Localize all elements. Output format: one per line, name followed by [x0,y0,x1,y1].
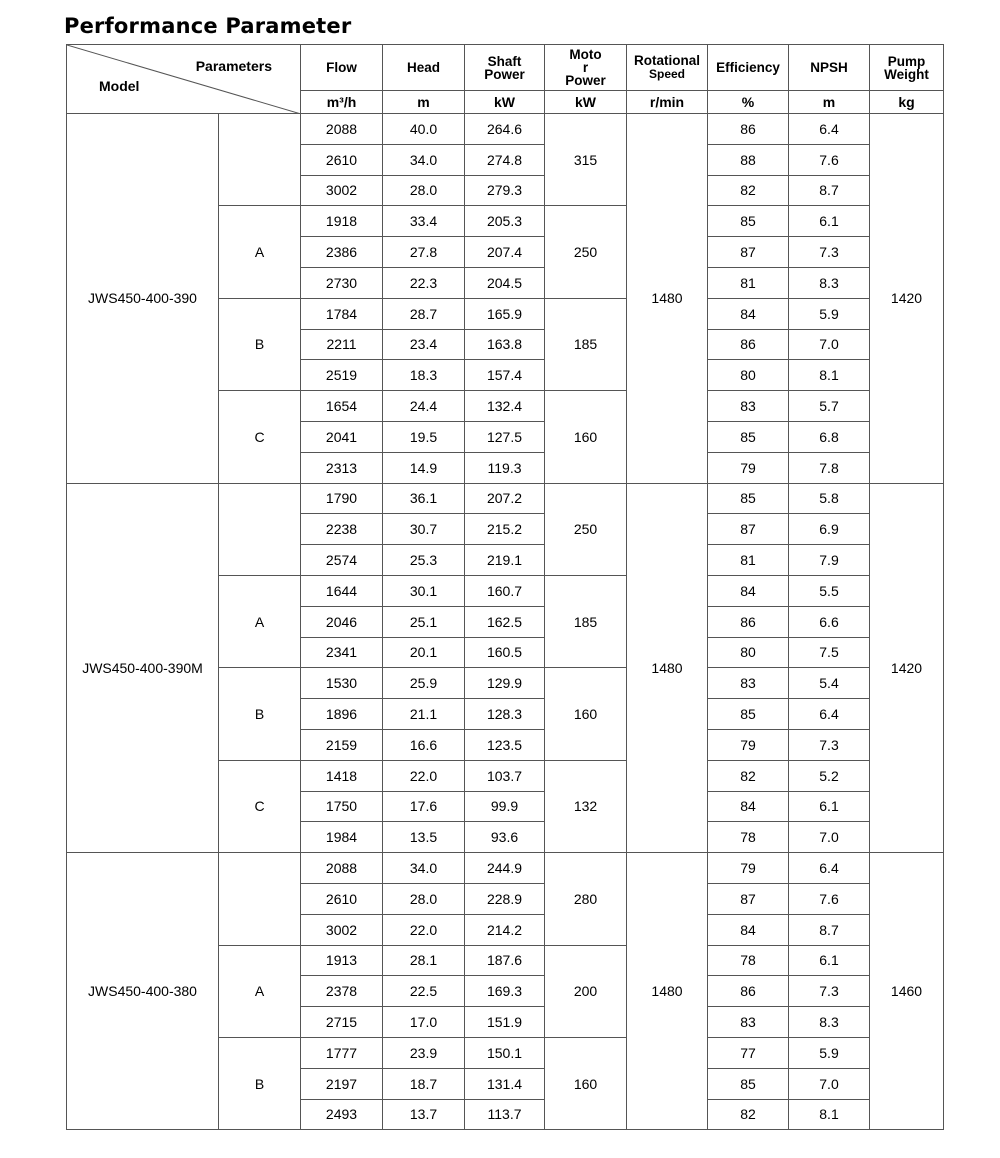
efficiency-cell: 77 [708,1037,789,1068]
shaft-power-cell: 264.6 [465,114,545,145]
unit-npsh: m [789,91,870,114]
shaft-power-cell: 228.9 [465,883,545,914]
npsh-cell: 7.5 [789,637,870,668]
efficiency-cell: 79 [708,452,789,483]
flow-cell: 2088 [301,853,383,884]
efficiency-cell: 84 [708,914,789,945]
shaft-power-header: Shaft Power [465,45,545,91]
head-cell: 28.0 [383,883,465,914]
shaft-power-cell: 204.5 [465,267,545,298]
efficiency-cell: 84 [708,575,789,606]
variant-cell [219,853,301,945]
npsh-cell: 8.7 [789,175,870,206]
variant-cell: A [219,945,301,1037]
efficiency-cell: 82 [708,1099,789,1130]
efficiency-cell: 81 [708,267,789,298]
efficiency-cell: 85 [708,421,789,452]
table-row [67,483,944,514]
shaft-power-cell: 160.7 [465,575,545,606]
flow-cell: 1530 [301,668,383,699]
head-cell: 40.0 [383,114,465,145]
npsh-cell: 6.1 [789,945,870,976]
npsh-cell: 6.6 [789,606,870,637]
shaft-power-cell: 169.3 [465,976,545,1007]
motor-power-cell: 315 [545,114,627,206]
table-body [67,114,944,1130]
npsh-cell: 6.4 [789,114,870,145]
unit-flow: m³/h [301,91,383,114]
flow-cell: 2730 [301,267,383,298]
efficiency-cell: 85 [708,699,789,730]
table-row [67,853,944,884]
head-cell: 24.4 [383,391,465,422]
efficiency-cell: 81 [708,545,789,576]
flow-cell: 2610 [301,883,383,914]
efficiency-header: Efficiency [708,45,789,91]
npsh-cell: 5.9 [789,298,870,329]
flow-cell: 1777 [301,1037,383,1068]
variant-cell [219,483,301,575]
npsh-cell: 7.6 [789,883,870,914]
efficiency-cell: 82 [708,175,789,206]
head-cell: 28.0 [383,175,465,206]
motor-power-cell: 185 [545,298,627,390]
efficiency-cell: 85 [708,206,789,237]
head-cell: 18.7 [383,1068,465,1099]
shaft-power-cell: 132.4 [465,391,545,422]
motor-power-cell: 160 [545,668,627,760]
head-cell: 25.3 [383,545,465,576]
flow-cell: 2493 [301,1099,383,1130]
shaft-power-cell: 205.3 [465,206,545,237]
shaft-power-cell: 129.9 [465,668,545,699]
head-cell: 25.1 [383,606,465,637]
efficiency-cell: 84 [708,298,789,329]
efficiency-cell: 86 [708,329,789,360]
npsh-cell: 7.0 [789,329,870,360]
efficiency-cell: 84 [708,791,789,822]
head-cell: 22.0 [383,914,465,945]
flow-cell: 1654 [301,391,383,422]
flow-cell: 2386 [301,237,383,268]
pump-weight-cell: 1420 [870,483,944,853]
variant-cell: B [219,668,301,760]
head-cell: 28.7 [383,298,465,329]
efficiency-cell: 80 [708,360,789,391]
variant-cell [219,114,301,206]
npsh-cell: 7.9 [789,545,870,576]
variant-cell: A [219,206,301,298]
variant-cell: A [219,575,301,667]
flow-cell: 2159 [301,729,383,760]
model-label: Model [99,78,140,94]
flow-cell: 2211 [301,329,383,360]
header-row [67,45,944,91]
head-cell: 34.0 [383,853,465,884]
head-cell: 16.6 [383,729,465,760]
head-cell: 17.6 [383,791,465,822]
shaft-power-cell: 163.8 [465,329,545,360]
shaft-power-cell: 151.9 [465,1007,545,1038]
shaft-power-cell: 187.6 [465,945,545,976]
efficiency-cell: 86 [708,114,789,145]
efficiency-cell: 87 [708,883,789,914]
motor-power-cell: 185 [545,575,627,667]
rotational-speed-cell: 1480 [627,114,708,484]
head-cell: 36.1 [383,483,465,514]
table-row [67,114,944,145]
page-title: Performance Parameter [64,14,352,38]
npsh-cell: 6.1 [789,206,870,237]
flow-cell: 2046 [301,606,383,637]
variant-cell: C [219,760,301,852]
flow-cell: 1644 [301,575,383,606]
model-name-cell: JWS450-400-390M [67,483,219,853]
head-cell: 33.4 [383,206,465,237]
npsh-cell: 8.1 [789,1099,870,1130]
head-cell: 18.3 [383,360,465,391]
flow-cell: 1790 [301,483,383,514]
rotational-speed-cell: 1480 [627,483,708,853]
npsh-cell: 5.7 [789,391,870,422]
motor-power-cell: 160 [545,1037,627,1129]
flow-cell: 1984 [301,822,383,853]
shaft-power-cell: 279.3 [465,175,545,206]
pump-weight-cell: 1460 [870,853,944,1130]
flow-cell: 2519 [301,360,383,391]
flow-header: Flow [301,45,383,91]
shaft-power-cell: 103.7 [465,760,545,791]
shaft-power-cell: 160.5 [465,637,545,668]
motor-power-cell: 250 [545,206,627,298]
shaft-power-cell: 131.4 [465,1068,545,1099]
head-cell: 27.8 [383,237,465,268]
shaft-power-cell: 150.1 [465,1037,545,1068]
npsh-cell: 7.3 [789,729,870,760]
efficiency-cell: 87 [708,237,789,268]
motor-power-cell: 132 [545,760,627,852]
flow-cell: 2341 [301,637,383,668]
head-cell: 28.1 [383,945,465,976]
flow-cell: 2088 [301,114,383,145]
unit-head: m [383,91,465,114]
npsh-cell: 6.4 [789,699,870,730]
flow-cell: 2041 [301,421,383,452]
head-cell: 20.1 [383,637,465,668]
unit-motor: kW [545,91,627,114]
head-cell: 13.5 [383,822,465,853]
efficiency-cell: 85 [708,483,789,514]
head-cell: 23.4 [383,329,465,360]
efficiency-cell: 86 [708,976,789,1007]
npsh-cell: 5.5 [789,575,870,606]
flow-cell: 3002 [301,914,383,945]
head-cell: 21.1 [383,699,465,730]
npsh-cell: 7.8 [789,452,870,483]
flow-cell: 1918 [301,206,383,237]
motor-power-cell: 280 [545,853,627,945]
unit-speed: r/min [627,91,708,114]
npsh-cell: 7.3 [789,237,870,268]
shaft-power-cell: 207.2 [465,483,545,514]
motor-power-header: Moto r Power [545,45,627,91]
shaft-power-cell: 215.2 [465,514,545,545]
unit-shaft: kW [465,91,545,114]
shaft-power-cell: 93.6 [465,822,545,853]
rotational-speed-cell: 1480 [627,853,708,1130]
shaft-power-cell: 207.4 [465,237,545,268]
performance-table [66,44,944,1130]
motor-power-cell: 160 [545,391,627,483]
npsh-cell: 5.8 [789,483,870,514]
npsh-cell: 6.9 [789,514,870,545]
efficiency-cell: 88 [708,144,789,175]
npsh-cell: 6.8 [789,421,870,452]
flow-cell: 2715 [301,1007,383,1038]
head-cell: 19.5 [383,421,465,452]
flow-cell: 1418 [301,760,383,791]
shaft-power-cell: 128.3 [465,699,545,730]
npsh-cell: 8.3 [789,267,870,298]
efficiency-cell: 86 [708,606,789,637]
head-cell: 22.0 [383,760,465,791]
shaft-power-cell: 127.5 [465,421,545,452]
diagonal-header-cell [67,45,301,114]
shaft-power-cell: 214.2 [465,914,545,945]
efficiency-cell: 80 [708,637,789,668]
model-name-cell: JWS450-400-390 [67,114,219,484]
flow-cell: 3002 [301,175,383,206]
npsh-cell: 8.3 [789,1007,870,1038]
efficiency-cell: 79 [708,853,789,884]
rotational-speed-header: Rotational Speed [627,45,708,91]
model-name-cell: JWS450-400-380 [67,853,219,1130]
head-cell: 13.7 [383,1099,465,1130]
shaft-power-cell: 162.5 [465,606,545,637]
npsh-cell: 6.4 [789,853,870,884]
shaft-power-cell: 119.3 [465,452,545,483]
efficiency-cell: 83 [708,668,789,699]
npsh-cell: 7.3 [789,976,870,1007]
parameters-label: Parameters [195,58,272,74]
flow-cell: 2610 [301,144,383,175]
efficiency-cell: 83 [708,391,789,422]
flow-cell: 2378 [301,976,383,1007]
head-cell: 22.5 [383,976,465,1007]
shaft-power-cell: 113.7 [465,1099,545,1130]
flow-cell: 2313 [301,452,383,483]
flow-cell: 1784 [301,298,383,329]
efficiency-cell: 87 [708,514,789,545]
efficiency-cell: 82 [708,760,789,791]
unit-efficiency: % [708,91,789,114]
motor-power-cell: 250 [545,483,627,575]
head-cell: 23.9 [383,1037,465,1068]
npsh-header: NPSH [789,45,870,91]
npsh-cell: 5.2 [789,760,870,791]
pump-weight-header: Pump Weight [870,45,944,91]
efficiency-cell: 79 [708,729,789,760]
head-cell: 14.9 [383,452,465,483]
variant-cell: B [219,1037,301,1129]
efficiency-cell: 85 [708,1068,789,1099]
efficiency-cell: 83 [708,1007,789,1038]
flow-cell: 2574 [301,545,383,576]
npsh-cell: 8.7 [789,914,870,945]
motor-power-cell: 200 [545,945,627,1037]
head-header: Head [383,45,465,91]
head-cell: 30.7 [383,514,465,545]
shaft-power-cell: 219.1 [465,545,545,576]
head-cell: 30.1 [383,575,465,606]
pump-weight-cell: 1420 [870,114,944,484]
shaft-power-cell: 99.9 [465,791,545,822]
variant-cell: B [219,298,301,390]
flow-cell: 1913 [301,945,383,976]
npsh-cell: 5.4 [789,668,870,699]
shaft-power-cell: 123.5 [465,729,545,760]
flow-cell: 2238 [301,514,383,545]
npsh-cell: 7.6 [789,144,870,175]
flow-cell: 2197 [301,1068,383,1099]
shaft-power-cell: 274.8 [465,144,545,175]
head-cell: 25.9 [383,668,465,699]
npsh-cell: 5.9 [789,1037,870,1068]
head-cell: 17.0 [383,1007,465,1038]
npsh-cell: 7.0 [789,822,870,853]
flow-cell: 1896 [301,699,383,730]
efficiency-cell: 78 [708,822,789,853]
shaft-power-cell: 165.9 [465,298,545,329]
head-cell: 22.3 [383,267,465,298]
head-cell: 34.0 [383,144,465,175]
npsh-cell: 8.1 [789,360,870,391]
efficiency-cell: 78 [708,945,789,976]
shaft-power-cell: 157.4 [465,360,545,391]
npsh-cell: 7.0 [789,1068,870,1099]
shaft-power-cell: 244.9 [465,853,545,884]
npsh-cell: 6.1 [789,791,870,822]
variant-cell: C [219,391,301,483]
flow-cell: 1750 [301,791,383,822]
unit-weight: kg [870,91,944,114]
